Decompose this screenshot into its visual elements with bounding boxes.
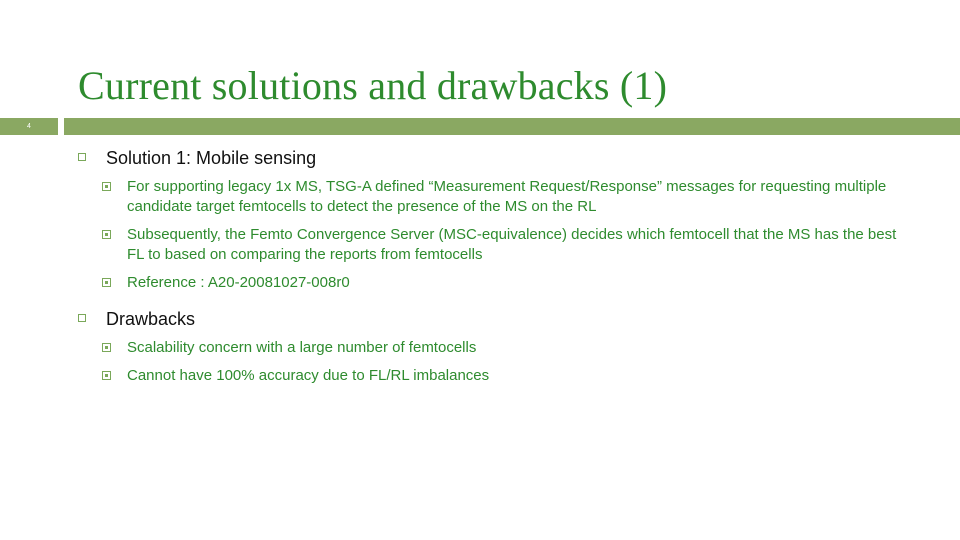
square-bullet-icon [102, 371, 111, 380]
sub-bullet [78, 366, 948, 386]
slide-content [78, 147, 948, 395]
sub-bullet-text: Reference : A20-20081027-008r0 [127, 274, 350, 291]
sub-bullet [78, 225, 948, 264]
square-bullet-icon [102, 343, 111, 352]
hollow-square-bullet-icon [78, 314, 86, 322]
slide-title: Current solutions and drawbacks (1) [78, 63, 668, 108]
square-bullet-icon [102, 182, 111, 191]
sub-bullet [78, 338, 948, 358]
bullet-text: Solution 1: Mobile sensing [106, 148, 317, 168]
sub-bullet-text: For supporting legacy 1x MS, TSG-A defined “Measurement Request/Response” messages for requesting multiple candidate target femtocells to detect the presence of the MS on the RL [127, 178, 887, 215]
sub-bullet-text: Cannot have 100% accuracy due to FL/RL imbalances [127, 367, 490, 384]
bullet-solution1 [78, 147, 948, 169]
sub-bullet [78, 273, 948, 293]
bullet-text: Drawbacks [106, 308, 196, 329]
sub-bullet-text: Subsequently, the Femto Convergence Server (MSC-equivalence) decides which femtocell that the MS has the best FL to based on comparing the reports from femtocells [127, 226, 897, 263]
title-divider-bar [64, 118, 960, 135]
square-bullet-icon [102, 278, 111, 287]
hollow-square-bullet-icon [78, 153, 86, 161]
square-bullet-icon [102, 230, 111, 239]
sub-bullet-text: Scalability concern with a large number of femtocells [127, 338, 477, 356]
sub-bullet [78, 177, 948, 216]
slide-number: 4 [27, 123, 31, 130]
bullet-drawbacks [78, 308, 948, 330]
